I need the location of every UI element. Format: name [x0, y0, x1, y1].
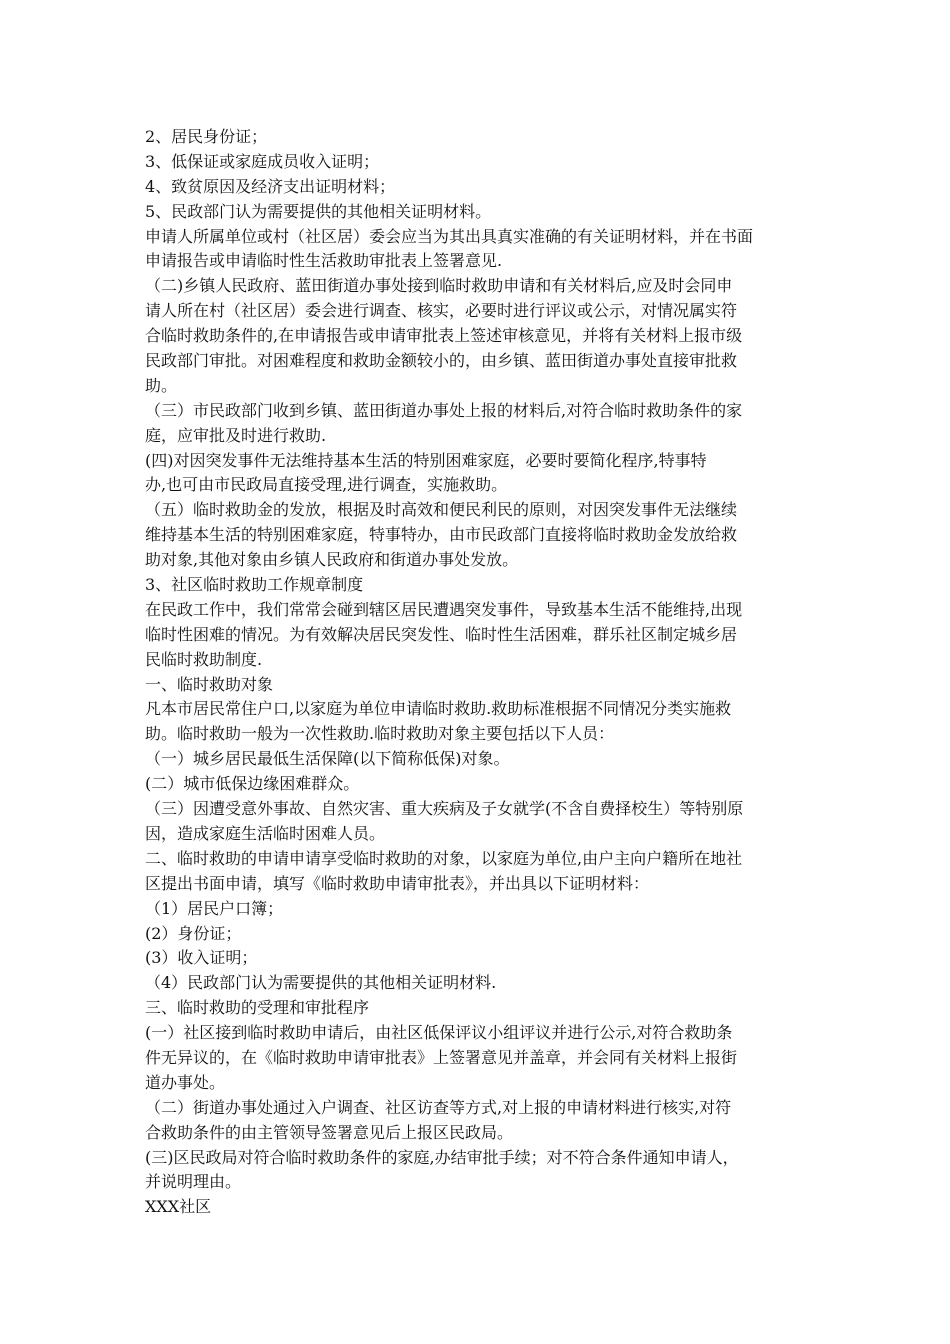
text-line: 请人所在村（社区居）委会进行调查、核实，必要时进行评议或公示，对情况属实符 [145, 301, 738, 321]
text-line: 办,也可由市民政局直接受理,进行调查，实施救助。 [145, 475, 508, 495]
text-line: （二)乡镇人民政府、蓝田街道办事处接到临时救助申请和有关材料后,应及时会同申 [145, 276, 733, 296]
text-line: 合临时救助条件的,在申请报告或申请审批表上签述审核意见，并将有关材料上报市级 [145, 326, 743, 346]
text-line: 助。临时救助一般为一次性救助.临时救助对象主要包括以下人员： [145, 724, 615, 744]
text-line: 件无异议的，在《临时救助申请审批表》上签署意见并盖章，并会同有关材料上报街 [145, 1047, 738, 1067]
text-line: 申请人所属单位或村（社区居）委会应当为其出具真实准确的有关证明材料，并在书面 [145, 226, 754, 246]
signature-line: XXX社区 [145, 1197, 212, 1217]
text-line: 在民政工作中，我们常常会碰到辖区居民遭遇突发事件，导致基本生活不能维持,出现 [145, 599, 743, 619]
text-line: 申请报告或申请临时性生活救助审批表上签署意见. [145, 251, 503, 271]
section-heading: 3、社区临时救助工作规章制度 [145, 575, 364, 595]
text-line: (2）身份证； [145, 923, 242, 943]
text-line: 民临时救助制度. [145, 649, 263, 669]
text-line: 2、居民身份证； [145, 127, 268, 146]
text-line: (四)对因突发事件无法维持基本生活的特别困难家庭，必要时要简化程序,特事特 [145, 450, 707, 470]
document-body [145, 125, 805, 1220]
text-line: （五）临时救助金的发放，根据及时高效和便民利民的原则，对因突发事件无法继续 [145, 500, 738, 520]
text-line: （4）民政部门认为需要提供的其他相关证明材料. [145, 973, 497, 993]
text-line: 区提出书面申请，填写《临时救助申请审批表》，并出具以下证明材料： [145, 873, 650, 893]
text-line: （一）城乡居民最低生活保障(以下简称低保)对象。 [145, 749, 510, 769]
text-line: （1）居民户口簿； [145, 898, 284, 918]
text-line: 3、低保证或家庭成员收入证明； [145, 151, 380, 171]
text-line: (二）城市低保边缘困难群众。 [145, 774, 360, 794]
text-line: （二）街道办事处通过入户调查、社区访查等方式,对上报的申请材料进行核实,对符 [145, 1097, 732, 1117]
text-line: 临时性困难的情况。为有效解决居民突发性、临时性生活困难，群乐社区制定城乡居 [145, 624, 738, 644]
text-line: 合救助条件的由主管领导签署意见后上报区民政局。 [145, 1122, 514, 1142]
text-line: (一）社区接到临时救助申请后，由社区低保评议小组评议并进行公示,对符合救助条 [145, 1023, 733, 1043]
text-line: 助对象,其他对象由乡镇人民政府和街道办事处发放。 [145, 550, 519, 570]
text-line: （三）市民政部门收到乡镇、蓝田街道办事处上报的材料后,对符合临时救助条件的家 [145, 400, 743, 420]
text-line: 民政部门审批。对困难程度和救助金额较小的，由乡镇、蓝田街道办事处直接审批救 [145, 351, 738, 371]
text-line: 维持基本生活的特别困难家庭，特事特办，由市民政部门直接将临时救助金发放给救 [145, 525, 738, 545]
text-line: (3）收入证明； [145, 948, 258, 968]
text-line: （三）因遭受意外事故、自然灾害、重大疾病及子女就学(不含自费择校生）等特别原 [145, 799, 744, 819]
text-line: 4、致贫原因及经济支出证明材料； [145, 176, 396, 196]
text-line: 二、临时救助的申请申请享受临时救助的对象，以家庭为单位,由户主向户籍所在地社 [145, 848, 743, 868]
text-line: (三)区民政局对符合临时救助条件的家庭,办结审批手续；对不符合条件通知申请人， [145, 1147, 739, 1167]
text-line: 5、民政部门认为需要提供的其他相关证明材料。 [145, 201, 492, 221]
text-line: 庭，应审批及时进行救助. [145, 425, 327, 445]
text-line: 道办事处。 [145, 1072, 226, 1092]
text-line: 三、临时救助的受理和审批程序 [145, 998, 370, 1018]
text-line: 一、临时救助对象 [145, 674, 274, 694]
text-line: 并说明理由。 [145, 1172, 242, 1192]
text-line: 凡本市居民常住户口,以家庭为单位申请临时救助.救助标准根据不同情况分类实施救 [145, 699, 732, 719]
text-line: 因，造成家庭生活临时困难人员。 [145, 823, 386, 843]
text-line: 助。 [145, 375, 178, 395]
